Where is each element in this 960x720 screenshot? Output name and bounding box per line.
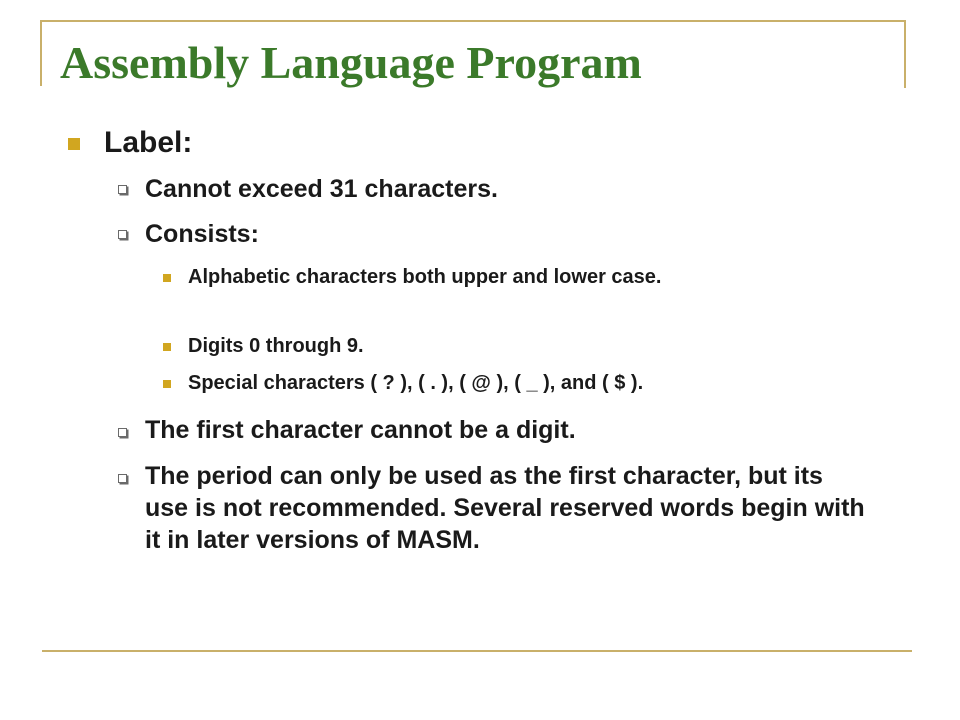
rule-consists: Consists: <box>145 220 259 248</box>
frame-left-line <box>40 20 42 86</box>
hollow-square-icon <box>118 474 127 483</box>
hollow-square-icon <box>118 185 127 194</box>
sub-special: Special characters ( ? ), ( . ), ( @ ), ( _ ), and ( $ ). <box>188 372 644 394</box>
bullet-label: Label: <box>104 126 193 159</box>
small-filled-square-icon <box>163 343 171 351</box>
slide-title: Assembly Language Program <box>60 37 642 88</box>
small-filled-square-icon <box>163 274 171 282</box>
rule-length: Cannot exceed 31 characters. <box>145 175 498 203</box>
sub-alphabetic: Alphabetic characters both upper and lower case. <box>188 266 662 288</box>
rule-first-char: The first character cannot be a digit. <box>145 416 576 444</box>
frame-bottom-line <box>42 650 912 652</box>
filled-square-icon <box>68 138 80 150</box>
small-filled-square-icon <box>163 380 171 388</box>
frame-top-line <box>40 20 906 22</box>
hollow-square-icon <box>118 230 127 239</box>
hollow-square-icon <box>118 428 127 437</box>
rule-period: The period can only be used as the first character, but its use is not recommended. Several reserved words begin with it in later versions of MASM. <box>145 462 865 554</box>
sub-digits: Digits 0 through 9. <box>188 335 364 357</box>
frame-right-line <box>904 20 906 88</box>
